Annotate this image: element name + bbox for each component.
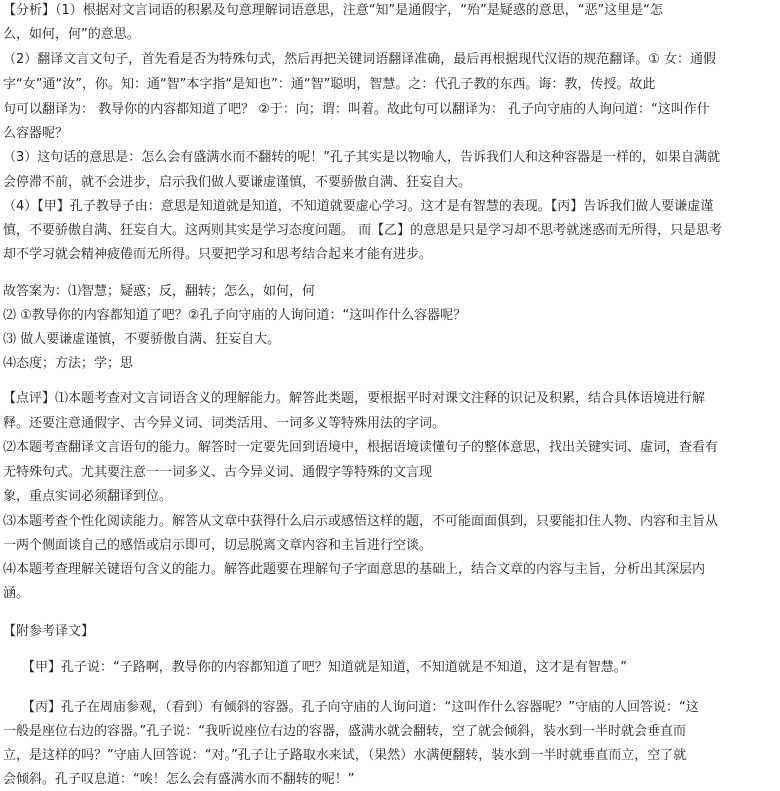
comment-line-7: 一两个侧面谈自己的感悟或启示即可，切忌脱离文章内容和主旨进行空谈。 xyxy=(3,538,433,553)
answer-line-3: ⑶ 做人要谦虚谨慎，不要骄傲自满、狂妄自大。 xyxy=(3,332,281,347)
translation-line-2: 【丙】孔子在周庙参观，（看到）有倾斜的容器。孔子向守庙的人询问道：“这叫作什么容器呢？”守庙的人回答说：“这 xyxy=(22,700,699,715)
answer-line-2: ⑵ ①教导你的内容都知道了吧？②孔子向守庙的人询问道：“这叫作什么容器呢？ xyxy=(3,308,467,323)
analysis-line-5: 句可以翻译为： 教导你的内容都知道了吧？ ②于：向；谓：叫着。故此句可以翻译为： 孔子向守庙的人询问道：“这叫作什 xyxy=(3,102,710,117)
analysis-line-7: （3）这句话的意思是：怎么会有盛满水而不翻转的呢！”孔子其实是以物喻人，告诉我们人和这种容器是一样的，如果自满就 xyxy=(3,150,721,165)
comment-line-1: 【点评】⑴本题考查对文言词语含义的理解能力。解答此类题，要根据平时对课文注释的识记及积累，结合具体语境进行解 xyxy=(3,391,706,406)
translation-line-5: 会倾斜。孔子叹息道：“唉！怎么会有盛满水而不翻转的呢！” xyxy=(3,772,355,787)
translation-line-1: 【甲】孔子说：“子路啊，教导你的内容都知道了吧？知道就是知道，不知道就是不知道，这才是有智慧。” xyxy=(22,660,627,675)
comment-line-6: ⑶本题考查个性化阅读能力。解答从文章中获得什么启示或感悟这样的题，不可能面面俱到，只要能扣住人物、内容和主旨从 xyxy=(3,514,719,529)
analysis-line-8: 会停滞不前，就不会进步，启示我们做人要谦虚谨慎，不要骄傲自满、狂妄自大。 xyxy=(3,175,472,190)
analysis-line-9: （4）【甲】孔子教导子由：意思是知道就是知道，不知道就要虚心学习。这才是有智慧的表现。【丙】告诉我们做人要谦虚谨 xyxy=(3,199,714,214)
analysis-line-4: 字“女”通“汝”，你。知：通“智”本字指“是知也”：通“智”聪明，智慧。之：代孔子教的东西。诲：教，传授。故此 xyxy=(3,77,656,92)
comment-line-9: 涵。 xyxy=(3,586,30,601)
translation-heading: 【附参考译文】 xyxy=(3,624,95,639)
analysis-line-10: 慎，不要骄傲自满、狂妄自大。这两则其实是学习态度问题。 而【乙】的意思是只是学习却不思考就迷惑而无所得，只是思考 xyxy=(3,223,723,238)
comment-line-5: 象，重点实词必须翻译到位。 xyxy=(3,489,173,504)
comment-line-4: 无特殊句式。尤其要注意一一词多义、古今异义词、通假字等特殊的文言现 xyxy=(3,465,433,480)
analysis-line-1: 【分析】（1）根据对文言词语的积累及句意理解词语意思，注意“知”是通假字，“殆”是疑惑的意思，“恶”这里是“怎 xyxy=(3,3,663,18)
translation-line-4: 立，是这样的吗？”守庙人回答说：“对。”孔子让子路取水来试，（果然）水满便翻转，装水到一半时就垂直而立，空了就 xyxy=(3,748,687,763)
analysis-line-2: 么，如何，何”的意思。 xyxy=(3,27,140,42)
comment-line-2: 释。还要注意通假字、古今异义词、词类活用、一词多义等特殊用法的字词。 xyxy=(3,416,446,431)
analysis-line-11: 却不学习就会精神疲倦而无所得。只要把学习和思考结合起来才能有进步。 xyxy=(3,247,433,262)
translation-line-3: 一般是座位右边的容器。”孔子说：“我听说座位右边的容器，盛满水就会翻转，空了就会倾斜，装水到一半时就会垂直而 xyxy=(3,724,686,739)
answer-line-1: 故答案为：⑴智慧；疑惑；反，翻转；怎么，如何，何 xyxy=(3,284,316,299)
answer-line-4: ⑷态度；方法；学；思 xyxy=(3,356,134,371)
analysis-line-6: 么容器呢？ xyxy=(3,126,69,141)
comment-line-8: ⑷本题考查理解关键语句含义的能力。解答此题要在理解句子字面意思的基础上，结合文章的内容与主旨，分析出其深层内 xyxy=(3,562,706,577)
analysis-line-3: （2）翻译文言文句子，首先看是否为特殊句式，然后再把关键词语翻译准确，最后再根据现代汉语的规范翻译。① 女：通假 xyxy=(3,52,717,67)
comment-line-3: ⑵本题考查翻译文言语句的能力。解答时一定要先回到语境中，根据语境读懂句子的整体意思，找出关键实词、虚词，查看有 xyxy=(3,440,719,455)
